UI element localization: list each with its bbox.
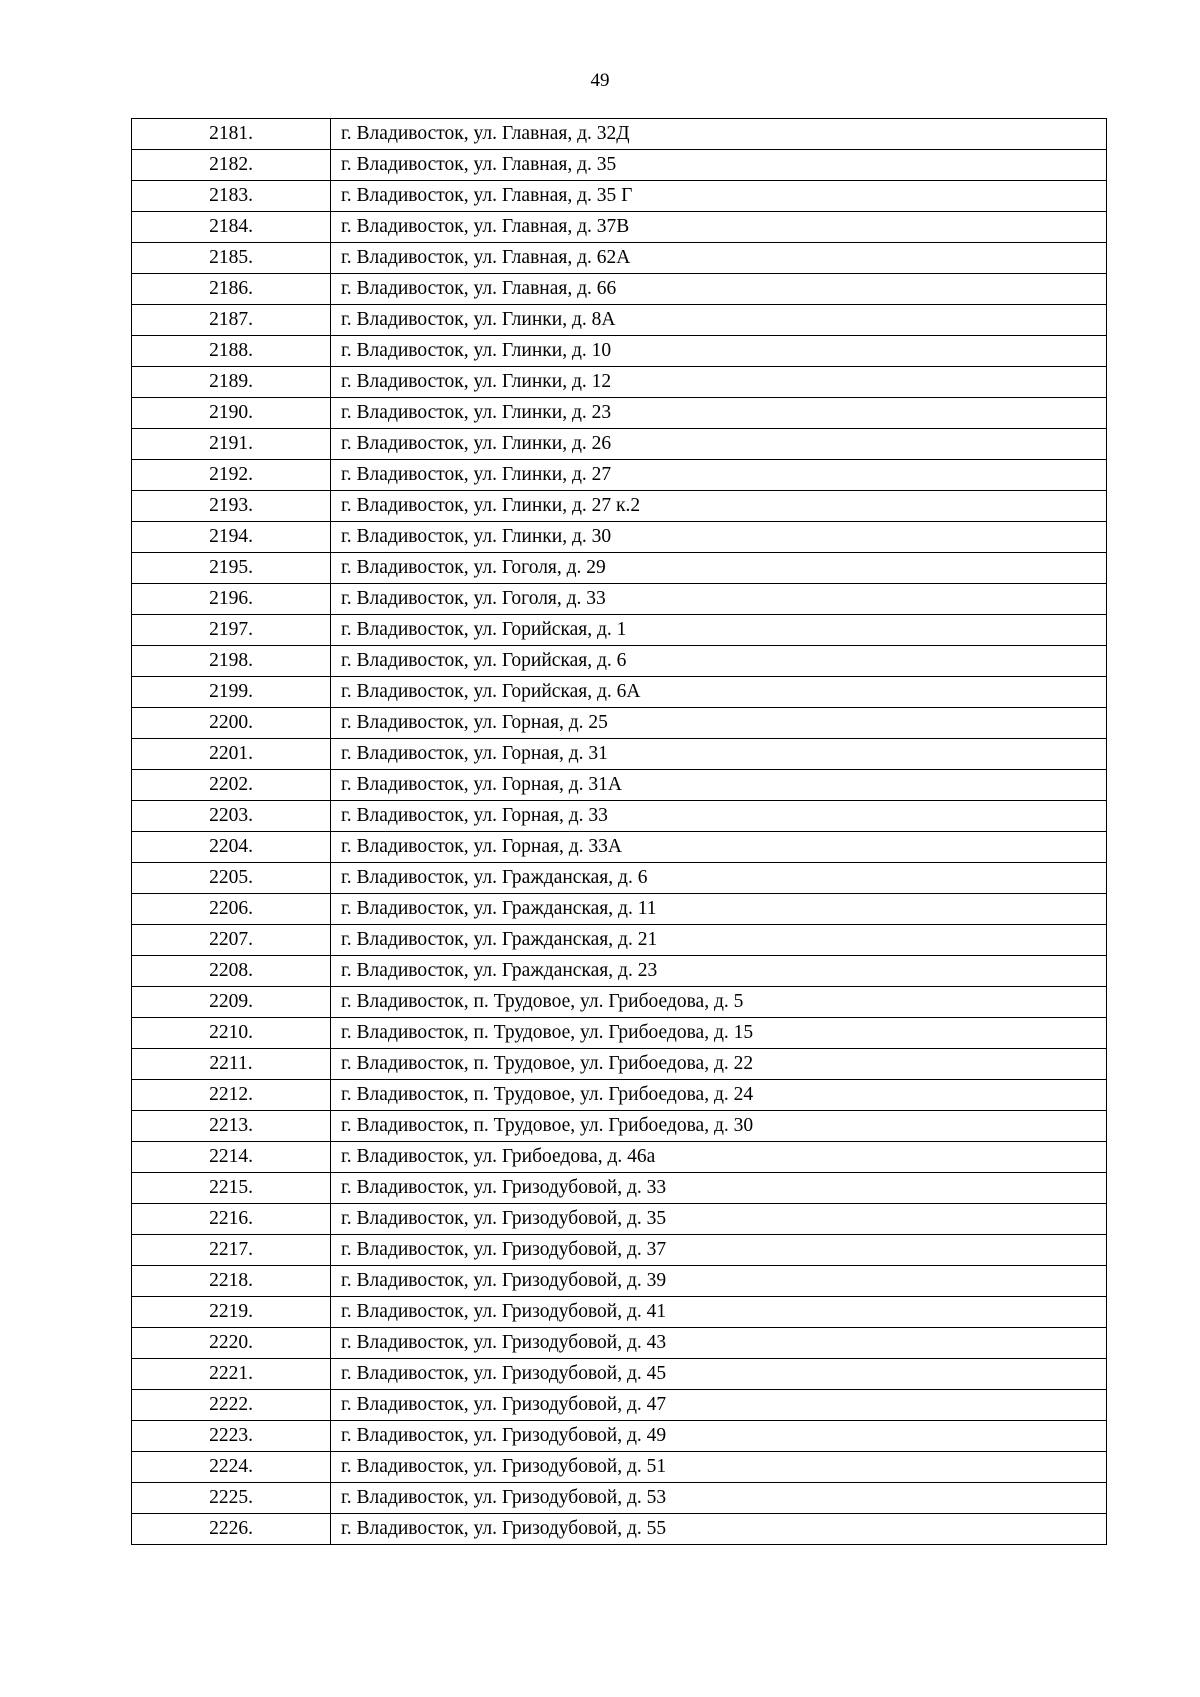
row-number-cell: 2188. [132,336,331,367]
row-number-cell: 2185. [132,243,331,274]
table-row [132,1049,1107,1080]
table-row [132,119,1107,150]
row-number-cell: 2187. [132,305,331,336]
address-table [131,118,1107,1545]
row-number-cell: 2186. [132,274,331,305]
address-cell: г. Владивосток, ул. Горийская, д. 6 [331,646,1107,677]
row-number-cell: 2204. [132,832,331,863]
row-number-cell: 2182. [132,150,331,181]
address-cell: г. Владивосток, ул. Гризодубовой, д. 55 [331,1514,1107,1545]
row-number-cell: 2211. [132,1049,331,1080]
row-number-cell: 2202. [132,770,331,801]
row-number-cell: 2181. [132,119,331,150]
table-row [132,894,1107,925]
address-table-body [132,119,1107,1545]
table-row [132,181,1107,212]
address-cell: г. Владивосток, ул. Горная, д. 31 [331,739,1107,770]
row-number-cell: 2194. [132,522,331,553]
table-row [132,646,1107,677]
address-cell: г. Владивосток, ул. Гражданская, д. 23 [331,956,1107,987]
row-number-cell: 2198. [132,646,331,677]
table-row [132,615,1107,646]
table-row [132,1173,1107,1204]
address-cell: г. Владивосток, ул. Главная, д. 37В [331,212,1107,243]
address-cell: г. Владивосток, ул. Глинки, д. 12 [331,367,1107,398]
row-number-cell: 2195. [132,553,331,584]
table-row [132,1297,1107,1328]
table-row [132,1018,1107,1049]
row-number-cell: 2208. [132,956,331,987]
table-row [132,305,1107,336]
table-row [132,956,1107,987]
address-cell: г. Владивосток, ул. Гризодубовой, д. 49 [331,1421,1107,1452]
table-row [132,553,1107,584]
address-cell: г. Владивосток, п. Трудовое, ул. Грибоедова, д. 24 [331,1080,1107,1111]
row-number-cell: 2215. [132,1173,331,1204]
row-number-cell: 2207. [132,925,331,956]
table-row [132,1359,1107,1390]
address-cell: г. Владивосток, ул. Главная, д. 32Д [331,119,1107,150]
table-row [132,770,1107,801]
row-number-cell: 2196. [132,584,331,615]
address-cell: г. Владивосток, ул. Главная, д. 35 [331,150,1107,181]
address-cell: г. Владивосток, ул. Горная, д. 31А [331,770,1107,801]
table-row [132,832,1107,863]
table-row [132,367,1107,398]
row-number-cell: 2203. [132,801,331,832]
page-number: 49 [590,70,610,91]
table-row [132,739,1107,770]
table-row [132,1452,1107,1483]
row-number-cell: 2184. [132,212,331,243]
table-row [132,243,1107,274]
row-number-cell: 2217. [132,1235,331,1266]
address-cell: г. Владивосток, п. Трудовое, ул. Грибоедова, д. 30 [331,1111,1107,1142]
table-row [132,460,1107,491]
address-cell: г. Владивосток, п. Трудовое, ул. Грибоедова, д. 5 [331,987,1107,1018]
address-cell: г. Владивосток, ул. Гризодубовой, д. 53 [331,1483,1107,1514]
address-cell: г. Владивосток, ул. Гризодубовой, д. 51 [331,1452,1107,1483]
address-cell: г. Владивосток, ул. Главная, д. 66 [331,274,1107,305]
address-cell: г. Владивосток, ул. Гризодубовой, д. 35 [331,1204,1107,1235]
address-cell: г. Владивосток, ул. Гризодубовой, д. 39 [331,1266,1107,1297]
address-cell: г. Владивосток, ул. Горийская, д. 6А [331,677,1107,708]
table-row [132,801,1107,832]
row-number-cell: 2183. [132,181,331,212]
row-number-cell: 2219. [132,1297,331,1328]
address-cell: г. Владивосток, ул. Глинки, д. 27 [331,460,1107,491]
table-row [132,925,1107,956]
address-cell: г. Владивосток, ул. Глинки, д. 27 к.2 [331,491,1107,522]
table-row [132,1328,1107,1359]
address-cell: г. Владивосток, ул. Гражданская, д. 11 [331,894,1107,925]
address-cell: г. Владивосток, ул. Гоголя, д. 29 [331,553,1107,584]
address-cell: г. Владивосток, ул. Горийская, д. 1 [331,615,1107,646]
table-row [132,1266,1107,1297]
address-cell: г. Владивосток, ул. Глинки, д. 10 [331,336,1107,367]
table-row [132,429,1107,460]
table-row [132,708,1107,739]
address-cell: г. Владивосток, п. Трудовое, ул. Грибоедова, д. 15 [331,1018,1107,1049]
row-number-cell: 2212. [132,1080,331,1111]
table-row [132,274,1107,305]
row-number-cell: 2190. [132,398,331,429]
table-row [132,522,1107,553]
table-row [132,1483,1107,1514]
address-cell: г. Владивосток, ул. Гоголя, д. 33 [331,584,1107,615]
table-row [132,1235,1107,1266]
row-number-cell: 2205. [132,863,331,894]
table-row [132,1111,1107,1142]
address-cell: г. Владивосток, ул. Глинки, д. 26 [331,429,1107,460]
address-cell: г. Владивосток, ул. Горная, д. 33 [331,801,1107,832]
table-row [132,398,1107,429]
address-cell: г. Владивосток, ул. Гризодубовой, д. 45 [331,1359,1107,1390]
table-row [132,1514,1107,1545]
table-row [132,1421,1107,1452]
address-cell: г. Владивосток, ул. Глинки, д. 30 [331,522,1107,553]
row-number-cell: 2192. [132,460,331,491]
row-number-cell: 2225. [132,1483,331,1514]
address-cell: г. Владивосток, ул. Гризодубовой, д. 47 [331,1390,1107,1421]
row-number-cell: 2206. [132,894,331,925]
address-cell: г. Владивосток, ул. Гризодубовой, д. 43 [331,1328,1107,1359]
row-number-cell: 2193. [132,491,331,522]
address-cell: г. Владивосток, ул. Горная, д. 33А [331,832,1107,863]
row-number-cell: 2216. [132,1204,331,1235]
row-number-cell: 2197. [132,615,331,646]
row-number-cell: 2189. [132,367,331,398]
address-cell: г. Владивосток, ул. Главная, д. 62А [331,243,1107,274]
table-row [132,1204,1107,1235]
row-number-cell: 2214. [132,1142,331,1173]
table-row [132,584,1107,615]
row-number-cell: 2213. [132,1111,331,1142]
table-row [132,863,1107,894]
row-number-cell: 2210. [132,1018,331,1049]
row-number-cell: 2200. [132,708,331,739]
row-number-cell: 2209. [132,987,331,1018]
address-cell: г. Владивосток, ул. Глинки, д. 23 [331,398,1107,429]
address-cell: г. Владивосток, ул. Гражданская, д. 6 [331,863,1107,894]
table-row [132,677,1107,708]
row-number-cell: 2222. [132,1390,331,1421]
address-cell: г. Владивосток, п. Трудовое, ул. Грибоедова, д. 22 [331,1049,1107,1080]
address-cell: г. Владивосток, ул. Глинки, д. 8А [331,305,1107,336]
table-row [132,336,1107,367]
table-row [132,1142,1107,1173]
table-row [132,150,1107,181]
table-row [132,212,1107,243]
row-number-cell: 2201. [132,739,331,770]
row-number-cell: 2191. [132,429,331,460]
address-cell: г. Владивосток, ул. Гризодубовой, д. 37 [331,1235,1107,1266]
row-number-cell: 2224. [132,1452,331,1483]
row-number-cell: 2199. [132,677,331,708]
table-row [132,1080,1107,1111]
address-cell: г. Владивосток, ул. Грибоедова, д. 46а [331,1142,1107,1173]
table-row [132,491,1107,522]
table-row [132,1390,1107,1421]
row-number-cell: 2226. [132,1514,331,1545]
row-number-cell: 2220. [132,1328,331,1359]
address-cell: г. Владивосток, ул. Гражданская, д. 21 [331,925,1107,956]
row-number-cell: 2218. [132,1266,331,1297]
row-number-cell: 2221. [132,1359,331,1390]
row-number-cell: 2223. [132,1421,331,1452]
address-cell: г. Владивосток, ул. Главная, д. 35 Г [331,181,1107,212]
table-row [132,987,1107,1018]
address-cell: г. Владивосток, ул. Гризодубовой, д. 33 [331,1173,1107,1204]
address-cell: г. Владивосток, ул. Горная, д. 25 [331,708,1107,739]
address-cell: г. Владивосток, ул. Гризодубовой, д. 41 [331,1297,1107,1328]
